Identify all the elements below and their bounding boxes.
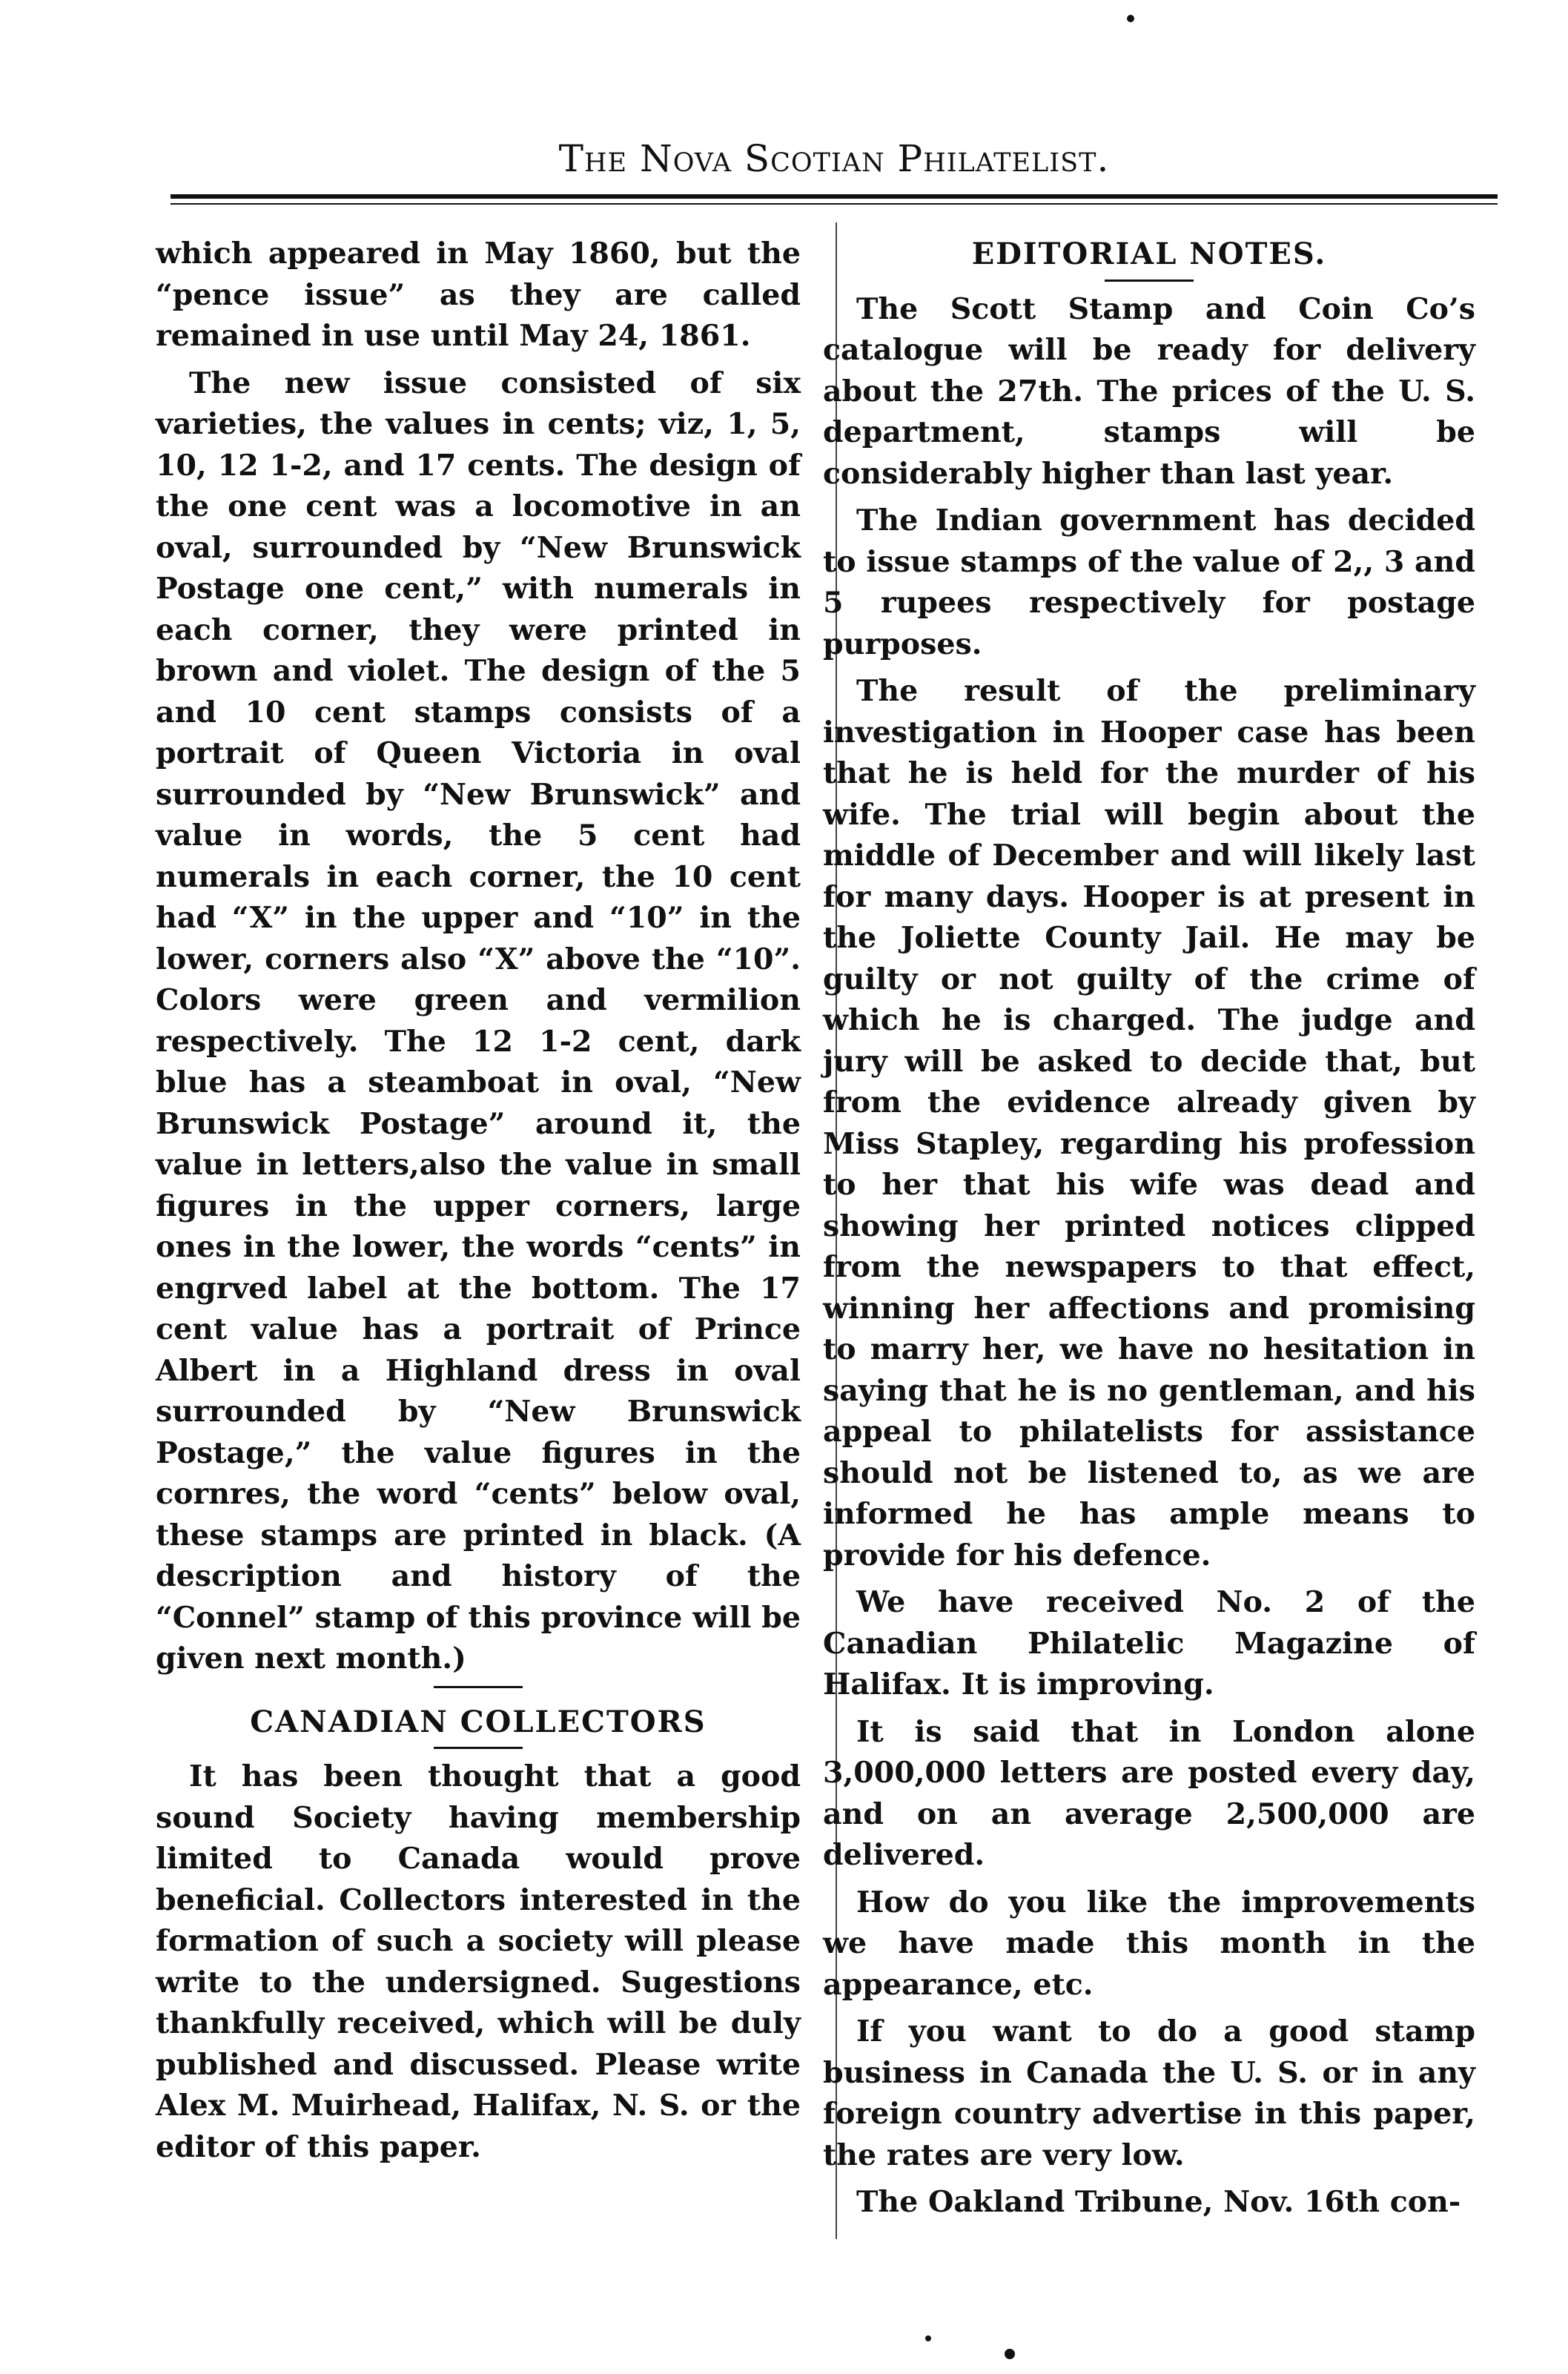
speck-mark bbox=[1127, 15, 1134, 22]
section-rule bbox=[1105, 280, 1194, 282]
left-paragraph-3: It has been thought that a good sound Society having membership limited to Canada would prove beneficial. Collectors interested in the formation of such a society will please write to the undersigned. Sugestions thankfully received, which will be duly published and discussed. Please write Alex M. Muirhead, Halifax, N. S. or the editor of this paper. bbox=[156, 1759, 801, 2164]
masthead-title: The Nova Scotian Philatelist. bbox=[558, 137, 1110, 180]
left-paragraph-2: The new issue consisted of six varieties, the values in cents; viz, 1, 5, 10, 12 1-2, and 17 cents. The design of the one cent was a locomotive in an oval, surrounded by “New Brunswick Postage one cent,” with numerals in each corner, they were printed in brown and violet. The design of the 5 and 10 cent stamps consists of a portrait of Queen Victoria in oval surrounded by “New Brunswick” and value in words, the 5 cent had numerals in each corner, the 10 cent had “X” in the upper and “10” in the lower, corners also “X” above the “10”. Colors were green and vermilion respectively. The 12 1-2 cent, dark blue has a steamboat in oval, “New Brunswick Postage” around it, the value in letters,also the value in small figures in the upper corners, large ones in the lower, the words “cents” in engrved label at the bottom. The 17 cent value has a portrait of Prince Albert in a Highland dress in oval surrounded by “New Brunswick Postage,” the value figures in the cornres, the word “cents” below oval, these stamps are printed in black. (A description and history of the “Connel” stamp of this province will be given next month.) bbox=[156, 366, 801, 1676]
right-paragraph-2: The Indian government has decided to issue stamps of the value of 2,, 3 and 5 rupees respectively for postage purposes. bbox=[823, 503, 1475, 661]
canadian-collectors-heading: CANADIAN COLLECTORS bbox=[250, 1704, 707, 1739]
section-rule bbox=[434, 1747, 523, 1749]
right-paragraph-5: It is said that in London alone 3,000,000 letters are posted every day, and on an average 2,500,000 are delivered. bbox=[823, 1714, 1475, 1872]
speck-mark bbox=[925, 2335, 931, 2341]
masthead-rule-thick bbox=[171, 194, 1498, 199]
editorial-notes-heading: EDITORIAL NOTES. bbox=[971, 237, 1327, 271]
masthead-rule-thin bbox=[171, 203, 1498, 205]
left-column bbox=[156, 234, 801, 2174]
right-paragraph-1: The Scott Stamp and Coin Co’s catalogue will be ready for delivery about the 27th. The prices of the U. S. department, stamps will be considerably higher than last year. bbox=[823, 291, 1475, 491]
right-paragraph-8: The Oakland Tribune, Nov. 16th con- bbox=[856, 2185, 1461, 2219]
speck-mark bbox=[1005, 2349, 1015, 2359]
right-paragraph-6: How do you like the improvements we have made this month in the appearance, etc. bbox=[823, 1885, 1475, 2002]
left-paragraph-1: which appeared in May 1860, but the “pence issue” as they are called remained in use until May 24, 1861. bbox=[156, 237, 801, 353]
section-rule bbox=[434, 1686, 523, 1688]
right-column bbox=[823, 234, 1475, 2229]
right-paragraph-7: If you want to do a good stamp business in Canada the U. S. or in any foreign country advertise in this paper, the rates are very low. bbox=[823, 2014, 1475, 2172]
right-paragraph-3: The result of the preliminary investigation in Hooper case has been that he is held for the murder of his wife. The trial will begin about the middle of December and will likely last for many days. Hooper is at present in the Joliette County Jail. He may be guilty or not guilty of the crime of which he is charged. The judge and jury will be asked to decide that, but from the evidence already given by Miss Stapley, regarding his profession to her that his wife was dead and showing her printed notices clipped from the newspapers to that effect, winning her affections and promising to marry her, we have no hesitation in saying that he is no gentleman, and his appeal to philatelists for assistance should not be listened to, as we are informed he has ample means to provide for his defence. bbox=[823, 674, 1475, 1573]
right-paragraph-4: We have received No. 2 of the Canadian Philatelic Magazine of Halifax. It is improving. bbox=[823, 1585, 1475, 1702]
